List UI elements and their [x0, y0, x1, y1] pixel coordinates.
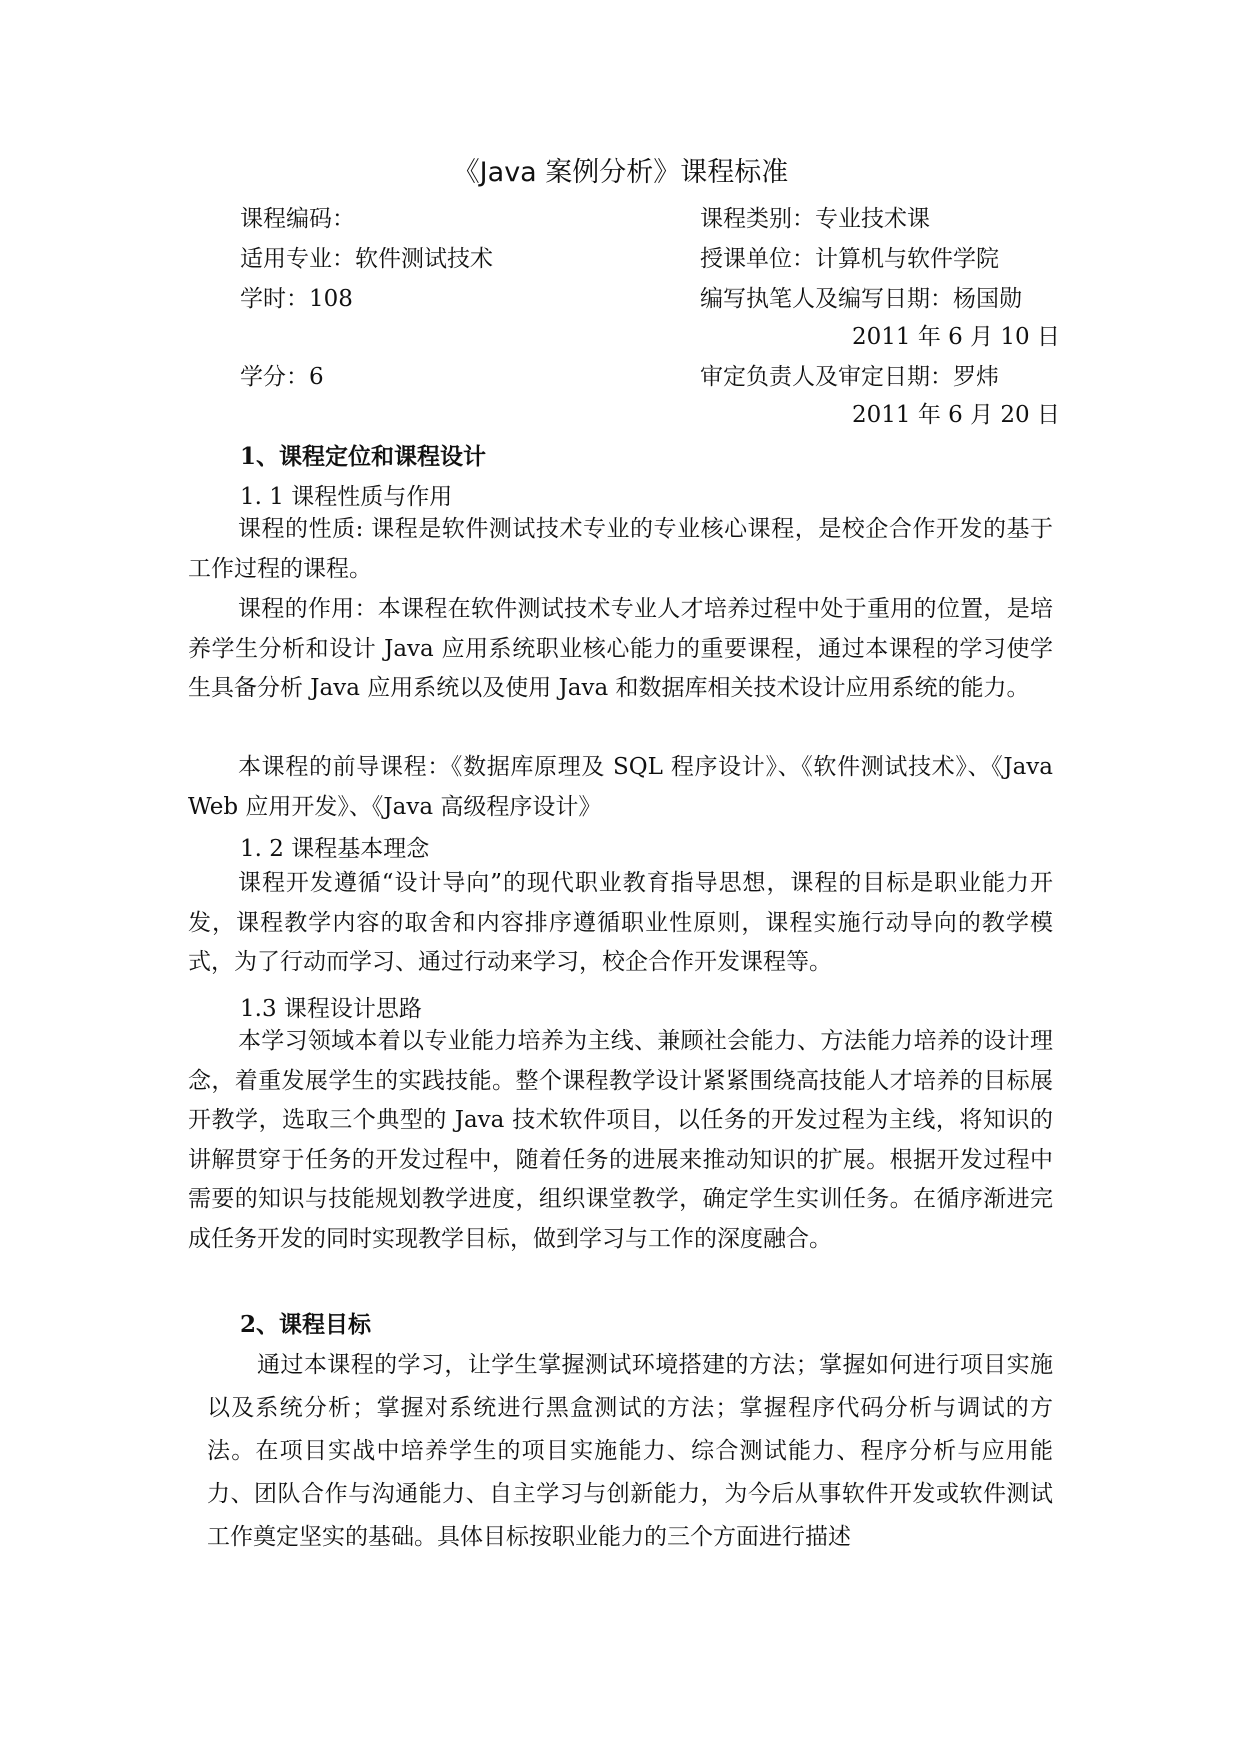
course-code: 课程编码： [240, 206, 355, 232]
paragraph-prerequisites: 本课程的前导课程：《数据库原理及 SQL 程序设计》、《软件测试技术》、《Java Web 应用开发》、《Java 高级程序设计》 [188, 754, 1053, 820]
reviewer-line: 审定负责人及审定日期：罗炜 [700, 364, 999, 390]
applicable-major: 适用专业：软件测试技术 [240, 246, 493, 272]
teaching-unit: 授课单位：计算机与软件学院 [700, 246, 999, 272]
section-1-2-heading: 1. 2 课程基本理念 [240, 836, 430, 862]
paragraph-course-idea: 课程开发遵循“设计导向”的现代职业教育指导思想，课程的目标是职业能力开发，课程教学内容的取舍和内容排序遵循职业性原则，课程实施行动导向的教学模式，为了行动而学习、通过行动来学习，校企合作开发课程等。 [188, 870, 1053, 976]
document-title: 《Java 案例分析》课程标准 [452, 157, 789, 188]
course-hours: 学时：108 [240, 286, 353, 312]
section-1-heading: 1、课程定位和课程设计 [240, 443, 487, 470]
author-line: 编写执笔人及编写日期：杨国勋 [700, 286, 1022, 312]
section-2-heading: 2、课程目标 [240, 1311, 372, 1338]
course-type: 课程类别：专业技术课 [700, 206, 930, 232]
author-date: 2011 年 6 月 10 日 [852, 324, 1060, 350]
paragraph-course-design: 本学习领域本着以专业能力培养为主线、兼顾社会能力、方法能力培养的设计理念，着重发展学生的实践技能。整个课程教学设计紧紧围绕高技能人才培养的目标展开教学，选取三个典型的 Java 技术软件项目，以任务的开发过程为主线，将知识的讲解贯穿于任务的开发过程中，随着任务的进展来推动知识的扩展。根据开发过程中需要的知识与技能规划教学进度，组织课堂教学，确定学生实训任务。在循序渐进完成任务开发的同时实现教学目标，做到学习与工作的深度融合。 [188, 1028, 1053, 1252]
paragraph-course-nature: 课程的性质: 课程是软件测试技术专业的专业核心课程，是校企合作开发的基于工作过程的课程。 [188, 516, 1053, 582]
section-1-3-heading: 1.3 课程设计思路 [240, 996, 422, 1022]
paragraph-course-role: 课程的作用：本课程在软件测试技术专业人才培养过程中处于重用的位置，是培养学生分析和设计 Java 应用系统职业核心能力的重要课程，通过本课程的学习使学生具备分析 Java 应用系统以及使用 Java 和数据库相关技术设计应用系统的能力。 [188, 596, 1053, 702]
course-credits: 学分：6 [240, 364, 324, 390]
section-1-1-heading: 1. 1 课程性质与作用 [240, 484, 453, 510]
reviewer-date: 2011 年 6 月 20 日 [852, 402, 1060, 428]
paragraph-course-goal: 通过本课程的学习，让学生掌握测试环境搭建的方法；掌握如何进行项目实施以及系统分析；掌握对系统进行黑盒测试的方法；掌握程序代码分析与调试的方法。在项目实战中培养学生的项目实施能力、综合测试能力、程序分析与应用能力、团队合作与沟通能力、自主学习与创新能力，为今后从事软件开发或软件测试工作奠定坚实的基础。具体目标按职业能力的三个方面进行描述 [207, 1352, 1053, 1550]
